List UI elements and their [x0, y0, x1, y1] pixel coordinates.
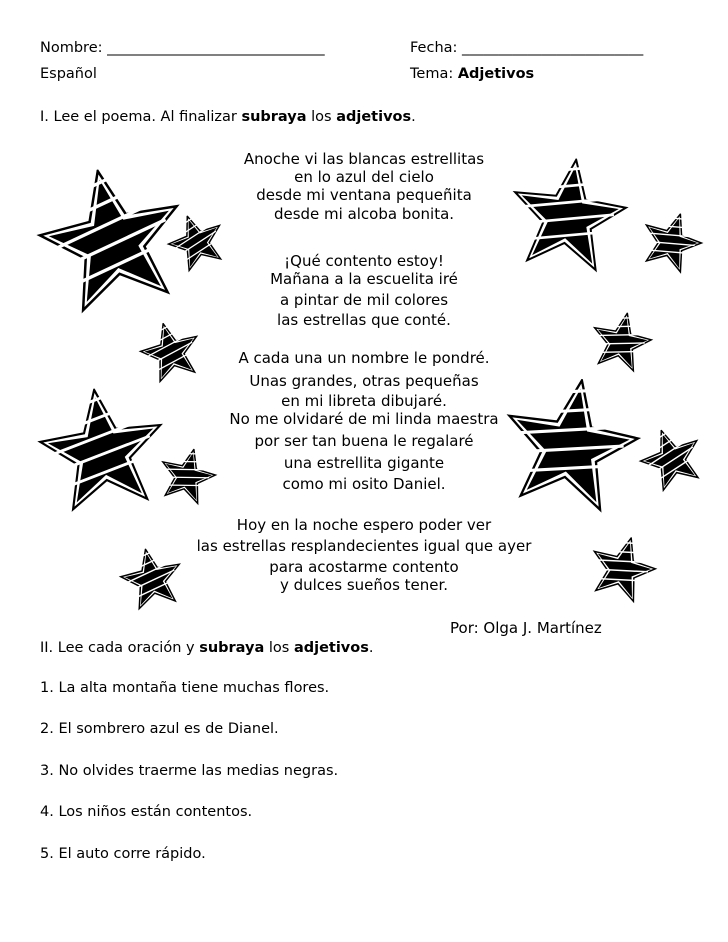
poem-line: en mi libreta dibujaré. [281, 392, 447, 410]
section2-bold-verb: subraya [199, 640, 265, 656]
section2-instructions [40, 640, 373, 656]
star-icon [489, 367, 651, 529]
section1-bold-verb: subraya [241, 109, 307, 125]
date-label: Fecha: [410, 40, 458, 56]
star-icon [30, 380, 177, 527]
star-icon [584, 306, 658, 380]
star-icon [632, 204, 710, 282]
poem-line: No me olvidaré de mi linda maestra [229, 410, 499, 428]
section2-suffix: . [368, 640, 374, 656]
section2-bold-noun: adjetivos [293, 640, 369, 656]
section1-bold-noun: adjetivos [336, 109, 412, 125]
topic-label: Tema: [410, 66, 454, 82]
poem-line: a pintar de mil colores [279, 291, 449, 309]
poem-line: una estrellita gigante [283, 454, 445, 472]
name-field [40, 40, 325, 56]
star-icon [133, 315, 209, 391]
sentence-item: 2. El sombrero azul es de Dianel. [40, 721, 279, 737]
section1-instructions [40, 109, 416, 125]
star-icon [500, 150, 636, 286]
star-icon [114, 542, 190, 618]
poem-line: Hoy en la noche espero poder ver [236, 516, 492, 534]
poem-line: Anoche vi las blancas estrellitas [243, 150, 485, 168]
subject: Español [40, 66, 97, 82]
poem-line: Mañana a la escuelita iré [270, 270, 458, 288]
sentence-item: 3. No olvides traerme las medias negras. [40, 763, 339, 779]
poem-line: en lo azul del cielo [294, 168, 434, 186]
poem-line: desde mi ventana pequeñita [256, 186, 472, 204]
date-line[interactable]: _________________________ [462, 40, 644, 56]
section1-mid: los [306, 109, 337, 125]
poem-line: Unas grandes, otras pequeñas [249, 372, 479, 390]
poem-line: y dulces sueños tener. [279, 576, 449, 594]
topic-value: Adjetivos [457, 66, 535, 82]
poem-line: ¡Qué contento estoy! [284, 252, 444, 270]
poem-line: por ser tan buena le regalaré [254, 432, 474, 450]
star-icon [580, 528, 664, 612]
poem-line: como mi osito Daniel. [282, 475, 446, 493]
date-field [410, 40, 643, 56]
name-line[interactable]: ______________________________ [107, 40, 325, 56]
sentence-item: 5. El auto corre rápido. [40, 846, 206, 862]
poem-line: para acostarme contento [269, 558, 459, 576]
topic [410, 66, 534, 82]
name-label: Nombre: [40, 40, 103, 56]
sentence-item: 4. Los niños están contentos. [40, 804, 253, 820]
poem-line: las estrellas resplandecientes igual que ayer [196, 537, 532, 555]
poem-line: desde mi alcoba bonita. [273, 205, 455, 223]
poem-author: Por: Olga J. Martínez [450, 619, 602, 637]
section2-text: II. Lee cada oración y [40, 640, 200, 656]
poem-line: las estrellas que conté. [277, 311, 451, 329]
poem-line: A cada una un nombre le pondré. [238, 349, 490, 367]
section1-suffix: . [411, 109, 416, 125]
section2-mid: los [264, 640, 294, 656]
sentence-item: 1. La alta montaña tiene muchas flores. [40, 680, 330, 696]
section1-text: I. Lee el poema. Al finalizar [40, 109, 242, 125]
